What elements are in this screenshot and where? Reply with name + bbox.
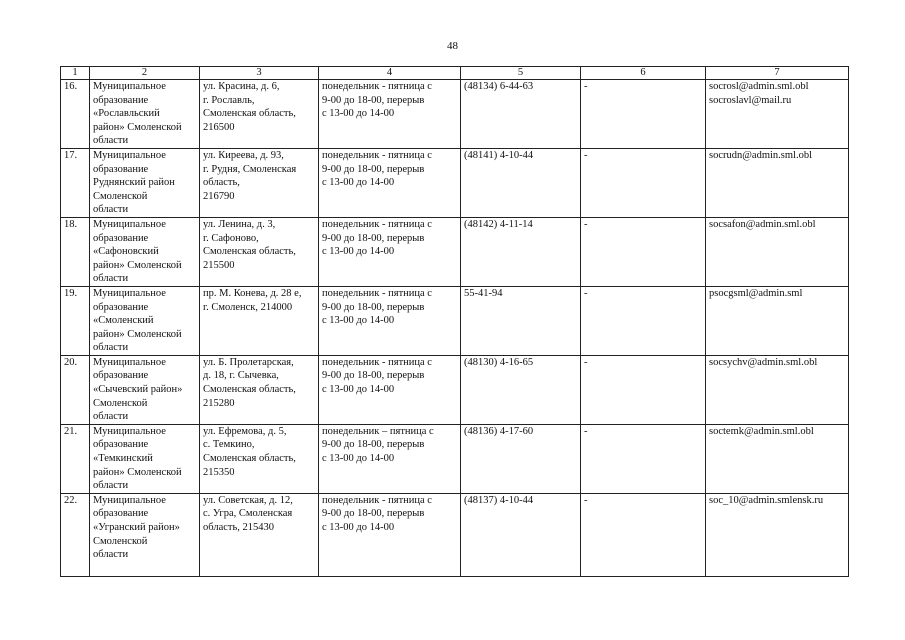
municipality-name-line: район» Смоленской: [93, 328, 182, 340]
municipality-name: [90, 493, 200, 576]
municipality-name-line: район» Смоленской: [93, 121, 182, 133]
address-line: Смоленская область,: [203, 246, 296, 258]
table-row: [61, 424, 849, 493]
municipality-name-line: области: [93, 135, 129, 147]
municipality-name-line: Руднянский район: [93, 177, 175, 189]
working-hours-line: с 13-00 до 14-00: [322, 315, 395, 327]
municipality-name-line: образование: [93, 232, 149, 244]
address-line: г. Рудня, Смоленская: [203, 163, 297, 175]
municipality-name-line: «Смоленский: [93, 315, 154, 327]
municipality-name: [90, 355, 200, 424]
address-line: 215500: [203, 259, 235, 271]
working-hours-line: понедельник - пятница с: [322, 149, 432, 161]
municipality-name-line: Смоленской: [93, 535, 148, 547]
working-hours-line: с 13-00 до 14-00: [322, 177, 395, 189]
working-hours-line: с 13-00 до 14-00: [322, 384, 395, 396]
working-hours-line: с 13-00 до 14-00: [322, 246, 395, 258]
municipality-name-line: образование: [93, 163, 149, 175]
working-hours-line: 9-00 до 18-00, перерыв: [322, 163, 425, 175]
municipality-name-line: Муниципальное: [93, 218, 166, 230]
email-line: socrosl@admin.sml.obl: [709, 81, 809, 92]
address-line: 215280: [203, 397, 235, 409]
municipality-name-line: образование: [93, 301, 149, 313]
row-number: 18.: [61, 217, 90, 286]
municipality-name: [90, 424, 200, 493]
municipality-name-line: образование: [93, 370, 149, 382]
table-row: [61, 286, 849, 355]
phone-number: (48130) 4-16-65: [461, 355, 581, 424]
table-row: [61, 355, 849, 424]
working-hours-line: с 13-00 до 14-00: [322, 108, 395, 120]
address-line: ул. Киреева, д. 93,: [203, 149, 284, 161]
municipality-name-line: образование: [93, 94, 149, 106]
address: [200, 424, 319, 493]
email-line: soc_10@admin.smlensk.ru: [709, 494, 824, 506]
address-line: ул. Б. Пролетарская,: [203, 356, 294, 368]
working-hours: [319, 148, 461, 217]
municipality-name-line: «Рославльский: [93, 108, 160, 120]
working-hours: [319, 217, 461, 286]
municipality-name-line: области: [93, 480, 129, 492]
municipality-name-line: Муниципальное: [93, 425, 166, 437]
header-col-2: 2: [90, 67, 200, 80]
municipality-name-line: «Угранский район»: [93, 522, 180, 533]
working-hours: [319, 493, 461, 576]
working-hours-line: 9-00 до 18-00, перерыв: [322, 370, 425, 382]
address: [200, 217, 319, 286]
working-hours: [319, 286, 461, 355]
municipality-name-line: район» Смоленской: [93, 259, 182, 271]
address-line: Смоленская область,: [203, 108, 296, 120]
municipality-name: [90, 217, 200, 286]
table-row: [61, 217, 849, 286]
address-line: г. Смоленск, 214000: [203, 301, 293, 313]
email: [706, 148, 849, 217]
address-line: Смоленская область,: [203, 453, 296, 465]
working-hours-line: понедельник - пятница с: [322, 494, 432, 506]
address-line: область, 215430: [203, 522, 275, 533]
email: [706, 80, 849, 149]
municipality-name-line: Смоленской: [93, 397, 148, 409]
municipality-name: [90, 80, 200, 149]
fax-number: -: [581, 217, 706, 286]
header-col-7: 7: [706, 67, 849, 80]
address-line: пр. М. Конева, д. 28 е,: [203, 287, 302, 299]
email-line: socroslavl@mail.ru: [709, 94, 792, 106]
address: [200, 355, 319, 424]
header-row: [61, 67, 849, 80]
working-hours-line: 9-00 до 18-00, перерыв: [322, 94, 425, 106]
working-hours-line: понедельник - пятница с: [322, 81, 432, 92]
address-line: с. Угра, Смоленская: [203, 508, 293, 520]
header-col-6: 6: [581, 67, 706, 80]
fax-number: -: [581, 286, 706, 355]
working-hours-line: 9-00 до 18-00, перерыв: [322, 232, 425, 244]
fax-number: -: [581, 355, 706, 424]
table-row: [61, 80, 849, 149]
email-line: psocgsml@admin.sml: [709, 287, 803, 299]
table-body: [61, 80, 849, 577]
municipality-name-line: «Темкинский: [93, 453, 153, 465]
phone-number: (48141) 4-10-44: [461, 148, 581, 217]
working-hours-line: понедельник – пятница с: [322, 425, 434, 437]
email: [706, 493, 849, 576]
phone-number: (48142) 4-11-14: [461, 217, 581, 286]
phone-number: 55-41-94: [461, 286, 581, 355]
phone-number: (48137) 4-10-44: [461, 493, 581, 576]
fax-number: -: [581, 493, 706, 576]
municipality-name-line: Смоленской: [93, 190, 148, 202]
municipality-name-line: области: [93, 204, 129, 216]
phone-number: (48134) 6-44-63: [461, 80, 581, 149]
municipality-name-line: Муниципальное: [93, 356, 166, 368]
email-line: socsychv@admin.sml.obl: [709, 356, 818, 368]
email: [706, 217, 849, 286]
address-line: 215350: [203, 466, 235, 478]
working-hours: [319, 355, 461, 424]
working-hours-line: с 13-00 до 14-00: [322, 522, 395, 533]
page-number: 48: [447, 40, 458, 52]
header-col-5: 5: [461, 67, 581, 80]
municipality-name-line: образование: [93, 508, 149, 520]
address-line: 216790: [203, 190, 235, 202]
municipality-name-line: район» Смоленской: [93, 466, 182, 478]
contacts-table: [60, 66, 849, 577]
table-row: [61, 493, 849, 576]
municipality-name: [90, 148, 200, 217]
fax-number: -: [581, 148, 706, 217]
address-line: ул. Ленина, д. 3,: [203, 218, 276, 230]
address-line: г. Сафоново,: [203, 232, 259, 244]
municipality-name-line: «Сычевский район»: [93, 384, 183, 396]
working-hours-line: понедельник - пятница с: [322, 287, 432, 299]
address-line: д. 18, г. Сычевка,: [203, 370, 279, 382]
working-hours: [319, 424, 461, 493]
municipality-name-line: Муниципальное: [93, 81, 166, 92]
email: [706, 424, 849, 493]
working-hours-line: 9-00 до 18-00, перерыв: [322, 439, 425, 451]
email-line: soctemk@admin.sml.obl: [709, 425, 814, 437]
address-line: ул. Красина, д. 6,: [203, 81, 280, 92]
row-number: 17.: [61, 148, 90, 217]
municipality-name-line: Муниципальное: [93, 287, 166, 299]
fax-number: -: [581, 424, 706, 493]
address-line: 216500: [203, 121, 235, 133]
working-hours-line: 9-00 до 18-00, перерыв: [322, 508, 425, 520]
row-number: 20.: [61, 355, 90, 424]
address: [200, 80, 319, 149]
municipality-name-line: Муниципальное: [93, 494, 166, 506]
address-line: Смоленская область,: [203, 384, 296, 396]
address: [200, 148, 319, 217]
municipality-name: [90, 286, 200, 355]
municipality-name-line: «Сафоновский: [93, 246, 159, 258]
row-number: 19.: [61, 286, 90, 355]
email: [706, 286, 849, 355]
municipality-name-line: области: [93, 411, 129, 423]
address-line: с. Темкино,: [203, 439, 255, 451]
email-line: socsafon@admin.sml.obl: [709, 218, 816, 230]
email-line: socrudn@admin.sml.obl: [709, 149, 812, 161]
working-hours-line: понедельник - пятница с: [322, 356, 432, 368]
phone-number: (48136) 4-17-60: [461, 424, 581, 493]
working-hours-line: 9-00 до 18-00, перерыв: [322, 301, 425, 313]
fax-number: -: [581, 80, 706, 149]
address-line: г. Рославль,: [203, 94, 255, 106]
email: [706, 355, 849, 424]
row-number: 16.: [61, 80, 90, 149]
address-line: область,: [203, 177, 240, 189]
address: [200, 493, 319, 576]
row-number: 22.: [61, 493, 90, 576]
table-row: [61, 148, 849, 217]
municipality-name-line: Муниципальное: [93, 149, 166, 161]
municipality-name-line: области: [93, 273, 129, 285]
working-hours: [319, 80, 461, 149]
address-line: ул. Советская, д. 12,: [203, 494, 293, 506]
header-col-1: 1: [61, 67, 90, 80]
header-col-3: 3: [200, 67, 319, 80]
address: [200, 286, 319, 355]
municipality-name-line: области: [93, 342, 129, 354]
working-hours-line: с 13-00 до 14-00: [322, 453, 395, 465]
municipality-name-line: образование: [93, 439, 149, 451]
address-line: ул. Ефремова, д. 5,: [203, 425, 287, 437]
header-col-4: 4: [319, 67, 461, 80]
municipality-name-line: области: [93, 549, 129, 561]
working-hours-line: понедельник - пятница с: [322, 218, 432, 230]
row-number: 21.: [61, 424, 90, 493]
